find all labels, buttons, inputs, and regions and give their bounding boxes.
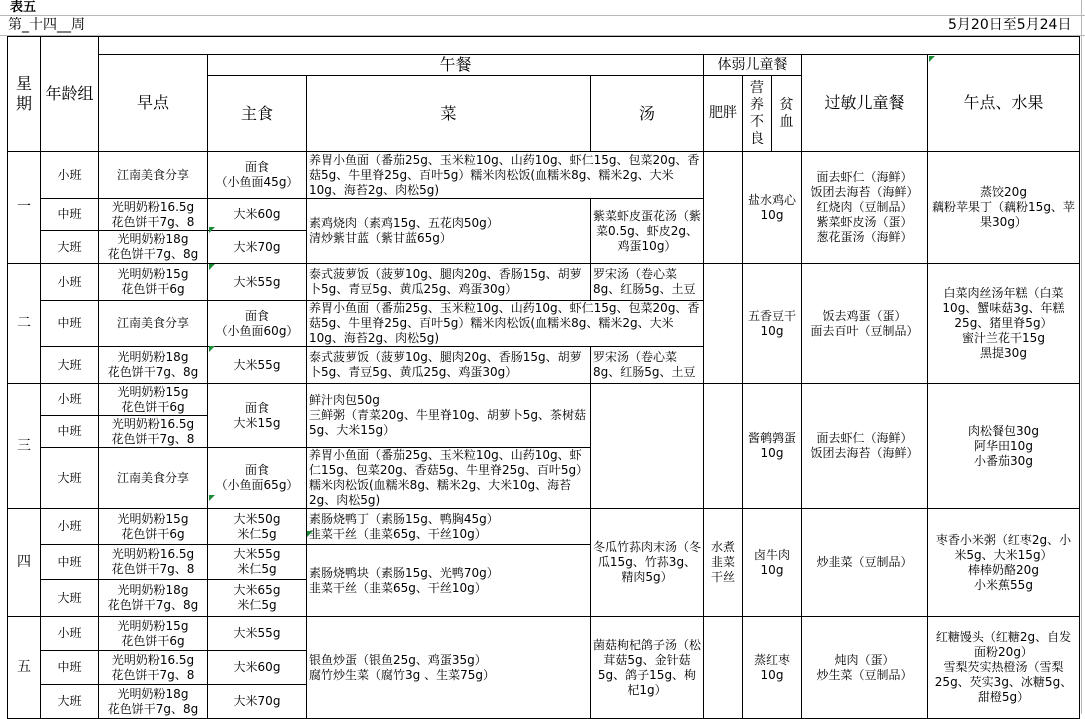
dish-cell: 泰式菠萝饭（菠萝10g、腿肉20g、香肠15g、胡萝卜5g、青豆5g、黄瓜25g、鸡蛋30g） (307, 347, 591, 384)
header-age-group: 年龄组 (41, 37, 99, 152)
staple-cell: 大米55g (208, 347, 307, 384)
soup-cell: 冬瓜竹荪肉末汤（冬瓜15g、竹荪3g、精肉5g） (591, 509, 704, 617)
header-breakfast: 早点 (99, 55, 208, 152)
header-weekday: 星 期 (8, 37, 41, 152)
breakfast-cell: 光明奶粉15g 花色饼干6g (99, 509, 208, 545)
malnutrition-cell: 盐水鸡心 10g (743, 152, 802, 264)
header-anemia: 贫 血 (772, 76, 802, 152)
age-group-cell: 中班 (41, 651, 99, 685)
soup-cell: 菌菇枸杞鸽子汤（松茸菇5g、金针菇5g、鸽子15g、枸杞1g） (591, 617, 704, 719)
age-group-cell: 中班 (41, 199, 99, 231)
snack-cell: 白菜肉丝汤年糕（白菜10g、蟹味菇3g、年糕25g、猪里脊5g） 蜜汁兰花干15g 黑提30g (928, 264, 1080, 384)
age-group-cell: 小班 (41, 384, 99, 416)
sheet-title: 表五 (10, 0, 37, 15)
age-group-cell: 大班 (41, 580, 99, 617)
obese-cell (704, 384, 743, 509)
dish-cell: 泰式菠萝饭（菠萝10g、腿肉20g、香肠15g、胡萝卜5g、青豆5g、黄瓜25g、鸡蛋30g） (307, 264, 591, 301)
cell-comment-marker[interactable] (209, 495, 215, 501)
allergy-cell: 饭去鸡蛋（蛋） 面去百叶（豆制品） (802, 264, 928, 384)
week-label: 第_十四__周 (8, 17, 85, 33)
snack-cell: 枣香小米粥（红枣2g、小米5g、大米15g） 棒棒奶酪20g 小米蕉55g (928, 509, 1080, 617)
cell-comment-marker[interactable] (307, 531, 313, 537)
age-group-cell: 中班 (41, 416, 99, 448)
malnutrition-cell: 五香豆干 10g (743, 264, 802, 384)
age-group-cell: 大班 (41, 685, 99, 719)
header-snack: 午点、水果 (928, 55, 1080, 152)
breakfast-cell: 光明奶粉15g 花色饼干6g (99, 384, 208, 416)
header-allergy: 过敏儿童餐 (802, 55, 928, 152)
age-group-cell: 小班 (41, 509, 99, 545)
staple-cell: 大米55g (208, 617, 307, 651)
staple-cell: 大米60g (208, 651, 307, 685)
snack-cell: 蒸饺20g 藕粉苹果丁（藕粉15g、苹果30g） (928, 152, 1080, 264)
soup-cell: 紫菜虾皮蛋花汤（紫菜0.5g、虾皮2g、鸡蛋10g） (591, 199, 704, 264)
sheet-gridline (1081, 0, 1082, 714)
obese-cell (704, 617, 743, 719)
breakfast-cell: 光明奶粉18g 花色饼干7g、8g (99, 347, 208, 384)
staple-cell: 面食 大米15g (208, 384, 307, 448)
breakfast-cell: 光明奶粉18g 花色饼干7g、8g (99, 685, 208, 719)
obese-cell (704, 264, 743, 384)
cell-comment-marker[interactable] (209, 264, 215, 270)
dish-cell: 养胃小鱼面（番茄25g、玉米粒10g、山药10g、虾仁15g、包菜20g、香菇5g、牛里脊25g、百叶5g）糯米肉松饭(血糯米8g、糯米2g、大米10g、海苔2g、肉松5g) (307, 152, 704, 199)
age-group-cell: 大班 (41, 448, 99, 509)
staple-cell: 大米55g (208, 264, 307, 301)
snack-cell: 红糖馒头（红糖2g、自发面粉20g） 雪梨芡实热橙汤（雪梨25g、芡实3g、冰糖5g、甜橙5g） (928, 617, 1080, 719)
soup-cell (591, 384, 704, 509)
cell-comment-marker[interactable] (929, 56, 935, 62)
header-staple: 主食 (208, 76, 307, 152)
breakfast-cell: 江南美食分享 (99, 301, 208, 347)
dish-cell: 素肠烧鸭丁（素肠15g、鸭胸45g） 韭菜干丝（韭菜65g、干丝10g） (307, 509, 591, 545)
snack-cell: 肉松餐包30g 阿华田10g 小番茄30g (928, 384, 1080, 509)
staple-cell: 面食 （小鱼面45g） (208, 152, 307, 199)
staple-cell: 面食 （小鱼面65g） (208, 448, 307, 509)
header-weak-children: 体弱儿童餐 (704, 55, 802, 76)
malnutrition-cell: 酱鹌鹑蛋 10g (743, 384, 802, 509)
breakfast-cell: 江南美食分享 (99, 448, 208, 509)
header-malnutrition: 营 养 不 良 (743, 76, 772, 152)
staple-cell: 大米55g 米仁5g (208, 545, 307, 580)
staple-cell: 大米60g (208, 199, 307, 231)
dish-cell: 养胃小鱼面（番茄25g、玉米粒10g、山药10g、虾仁15g、包菜20g、香菇5g、牛里脊25g、百叶5g）糯米肉松饭(血糯米8g、糯米2g、大米10g、海苔2g、肉松5g) (307, 448, 591, 509)
obese-cell (704, 152, 743, 264)
header-dish: 菜 (307, 76, 591, 152)
malnutrition-cell: 蒸红枣 10g (743, 617, 802, 719)
allergy-cell: 炒韭菜（豆制品） (802, 509, 928, 617)
weekly-menu-table (7, 36, 1080, 719)
weekday-cell: 三 (8, 384, 41, 509)
dish-cell: 鲜汁肉包50g 三鲜粥（青菜20g、牛里脊10g、胡萝卜5g、茶树菇5g、大米15g） (307, 384, 591, 448)
breakfast-cell: 光明奶粉15g 花色饼干6g (99, 617, 208, 651)
allergy-cell: 面去虾仁（海鲜） 饭团去海苔（海鲜） (802, 384, 928, 509)
cell-comment-marker[interactable] (209, 227, 215, 233)
staple-cell: 面食 （小鱼面60g） (208, 301, 307, 347)
age-group-cell: 小班 (41, 152, 99, 199)
weekday-cell: 二 (8, 264, 41, 384)
allergy-cell: 面去虾仁（海鲜） 饭团去海苔（海鲜） 红烧肉（豆制品） 紫菜虾皮汤（蛋） 葱花蛋汤（海鲜） (802, 152, 928, 264)
staple-cell: 大米65g 米仁5g (208, 580, 307, 617)
header-blank-band (99, 37, 1080, 55)
breakfast-cell: 光明奶粉16.5g 花色饼干7g、8 (99, 199, 208, 231)
weekday-cell: 四 (8, 509, 41, 617)
age-group-cell: 小班 (41, 617, 99, 651)
age-group-cell: 小班 (41, 264, 99, 301)
soup-cell: 罗宋汤（卷心菜8g、红肠5g、土豆 (591, 264, 704, 301)
weekday-cell: 一 (8, 152, 41, 264)
staple-cell: 大米70g (208, 685, 307, 719)
breakfast-cell: 光明奶粉16.5g 花色饼干7g、8 (99, 651, 208, 685)
dish-cell: 素肠烧鸭块（素肠15g、光鸭70g） 韭菜干丝（韭菜65g、干丝10g） (307, 545, 591, 617)
dish-cell: 素鸡烧肉（素鸡15g、五花肉50g） 清炒紫甘蓝（紫甘蓝65g） (307, 199, 591, 264)
age-group-cell: 大班 (41, 347, 99, 384)
age-group-cell: 大班 (41, 231, 99, 264)
age-group-cell: 中班 (41, 301, 99, 347)
malnutrition-cell: 卤牛肉 10g (743, 509, 802, 617)
breakfast-cell: 光明奶粉15g 花色饼干6g (99, 264, 208, 301)
cell-comment-marker[interactable] (209, 346, 215, 352)
header-soup: 汤 (591, 76, 704, 152)
breakfast-cell: 光明奶粉18g 花色饼干7g、8g (99, 231, 208, 264)
breakfast-cell: 光明奶粉18g 花色饼干7g、8g (99, 580, 208, 617)
obese-cell: 水煮 韭菜 干丝 (704, 509, 743, 617)
header-obese: 肥胖 (704, 76, 743, 152)
age-group-cell: 中班 (41, 545, 99, 580)
weekday-cell: 五 (8, 617, 41, 719)
staple-cell: 大米70g (208, 231, 307, 264)
sheet-gridline (0, 15, 1085, 16)
header-lunch: 午餐 (208, 55, 704, 76)
breakfast-cell: 江南美食分享 (99, 152, 208, 199)
allergy-cell: 炖肉（蛋） 炒生菜（豆制品） (802, 617, 928, 719)
breakfast-cell: 光明奶粉16.5g 花色饼干7g、8 (99, 545, 208, 580)
breakfast-cell: 光明奶粉16.5g 花色饼干7g、8 (99, 416, 208, 448)
staple-cell: 大米50g 米仁5g (208, 509, 307, 545)
dish-cell: 养胃小鱼面（番茄25g、玉米粒10g、山药10g、虾仁15g、包菜20g、香菇5g、牛里脊25g、百叶5g）糯米肉松饭(血糯米8g、糯米2g、大米10g、海苔2g、肉松5g) (307, 301, 704, 347)
dish-cell: 银鱼炒蛋（银鱼25g、鸡蛋35g） 腐竹炒生菜（腐竹3g 、生菜75g） (307, 617, 591, 719)
date-range: 5月20日至5月24日 (948, 17, 1072, 33)
soup-cell: 罗宋汤（卷心菜8g、红肠5g、土豆 (591, 347, 704, 384)
